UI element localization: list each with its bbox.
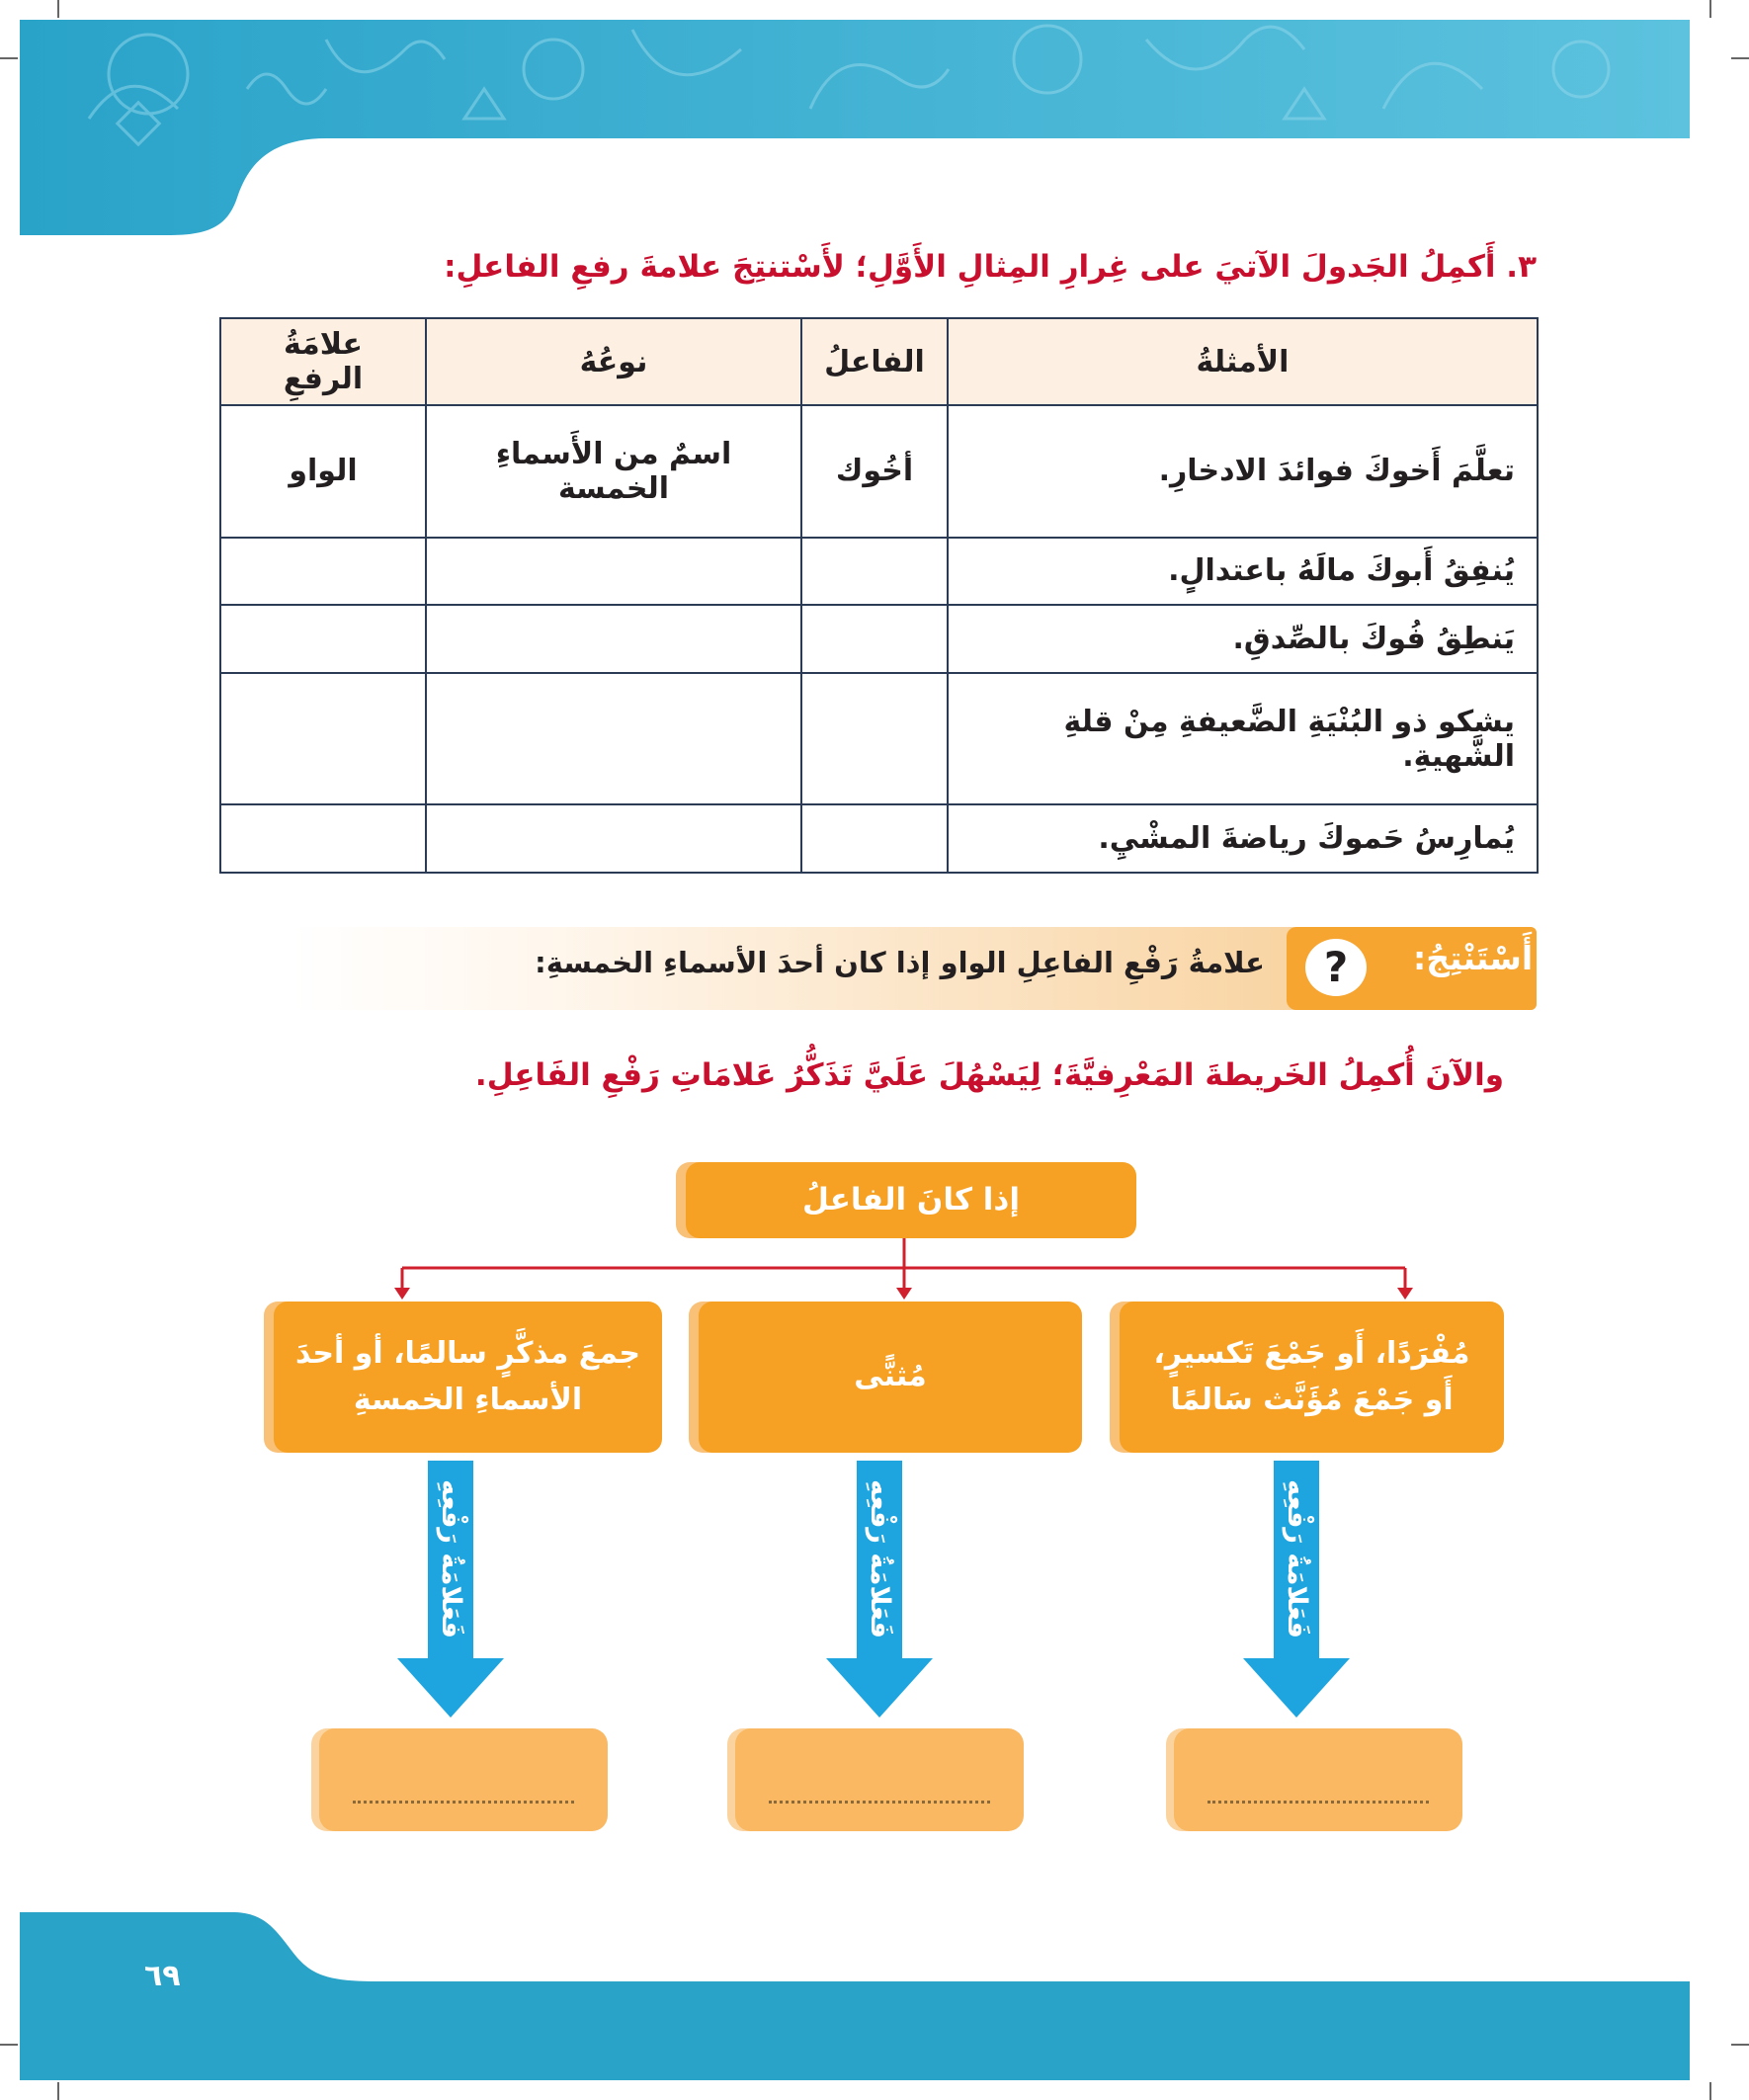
map-branch-singular — [1120, 1302, 1504, 1453]
map-instruction: والآنَ أُكمِلُ الخَريطةَ المَعْرِفيَّةَ؛ لِيَسْهُلَ عَلَيَّ تَذَكُّرُ عَلامَاتِ رَفْعِ الفَاعِلِ. — [474, 1057, 1504, 1093]
conclude-text: علامةُ رَفْعِ الفاعِلِ الواو إذا كان أحدَ الأسماءِ الخمسةِ: — [535, 946, 1265, 979]
answer-box[interactable] — [735, 1728, 1024, 1831]
answer-dotted-line — [769, 1799, 990, 1804]
arrow-label: فَعَلامَةُ رَفْعِهِ — [435, 1478, 466, 1638]
answer-box[interactable] — [319, 1728, 608, 1831]
branch-line: جمعَ مذكَّرٍ سالمًا، أو أحدَ — [295, 1336, 640, 1371]
branch-line: مُثنًّى — [854, 1359, 927, 1394]
branch-line: مُفْرَدًا، أَو جَمْعَ تَكسيرٍ، — [1153, 1336, 1470, 1371]
branch-line: الأسماءِ الخمسةِ — [353, 1382, 583, 1417]
page-number: ٦٩ — [144, 1959, 181, 1993]
subject-cell: أخُوك — [801, 405, 948, 538]
header-mark: علامَةُ الرفعِ — [220, 318, 426, 405]
map-top-box — [686, 1162, 1136, 1238]
answer-dotted-line — [1208, 1799, 1429, 1804]
example-cell: يُمارِسُ حَموكَ رياضةَ المشْيِ. — [948, 804, 1538, 873]
question-heading: ٣. أَكمِلُ الجَدولَ الآتيَ على غِرارِ المِثالِ الأَوَّلِ؛ لأَسْتنتِجَ علامةَ رفعِ الفاعلِ: — [444, 249, 1537, 285]
example-cell: يَنطِقُ فُوكَ بالصِّدقِ. — [948, 605, 1538, 673]
conclude-label: أَسْتَنْتِجُ: — [1413, 939, 1534, 977]
map-top-label: إذا كانَ الفاعلُ — [802, 1182, 1020, 1218]
arrow-label: فَعَلامَةُ رَفْعِهِ — [864, 1478, 895, 1638]
type-cell: اسمٌ من الأَسماءِ الخمسة — [426, 405, 801, 538]
example-cell: يُنفِقُ أَبوكَ مالَهُ باعتدالٍ. — [948, 538, 1538, 606]
example-cell: تعلَّمَ أَخوكَ فوائدَ الادخارِ. — [948, 405, 1538, 538]
header-type: نوعُهُ — [426, 318, 801, 405]
map-branch-plural — [274, 1302, 662, 1453]
answer-box[interactable] — [1174, 1728, 1462, 1831]
mark-cell: الواو — [220, 405, 426, 538]
answer-dotted-line — [353, 1799, 574, 1804]
branch-line: أَو جَمْعَ مُؤَنَّث سَالمًا — [1170, 1382, 1454, 1417]
arrow-label: فَعَلامَةُ رَفْعِهِ — [1281, 1478, 1312, 1638]
question-mark-icon: ? — [1302, 936, 1370, 999]
example-cell: يشكو ذو البُنْيَةِ الضَّعيفةِ مِنْ قلةِ الشَّهيةِ. — [948, 673, 1538, 805]
map-branch-dual — [699, 1302, 1082, 1453]
footer-band — [0, 1912, 1749, 2080]
header-examples: الأمثلةُ — [948, 318, 1538, 405]
header-subject: الفاعلُ — [801, 318, 948, 405]
